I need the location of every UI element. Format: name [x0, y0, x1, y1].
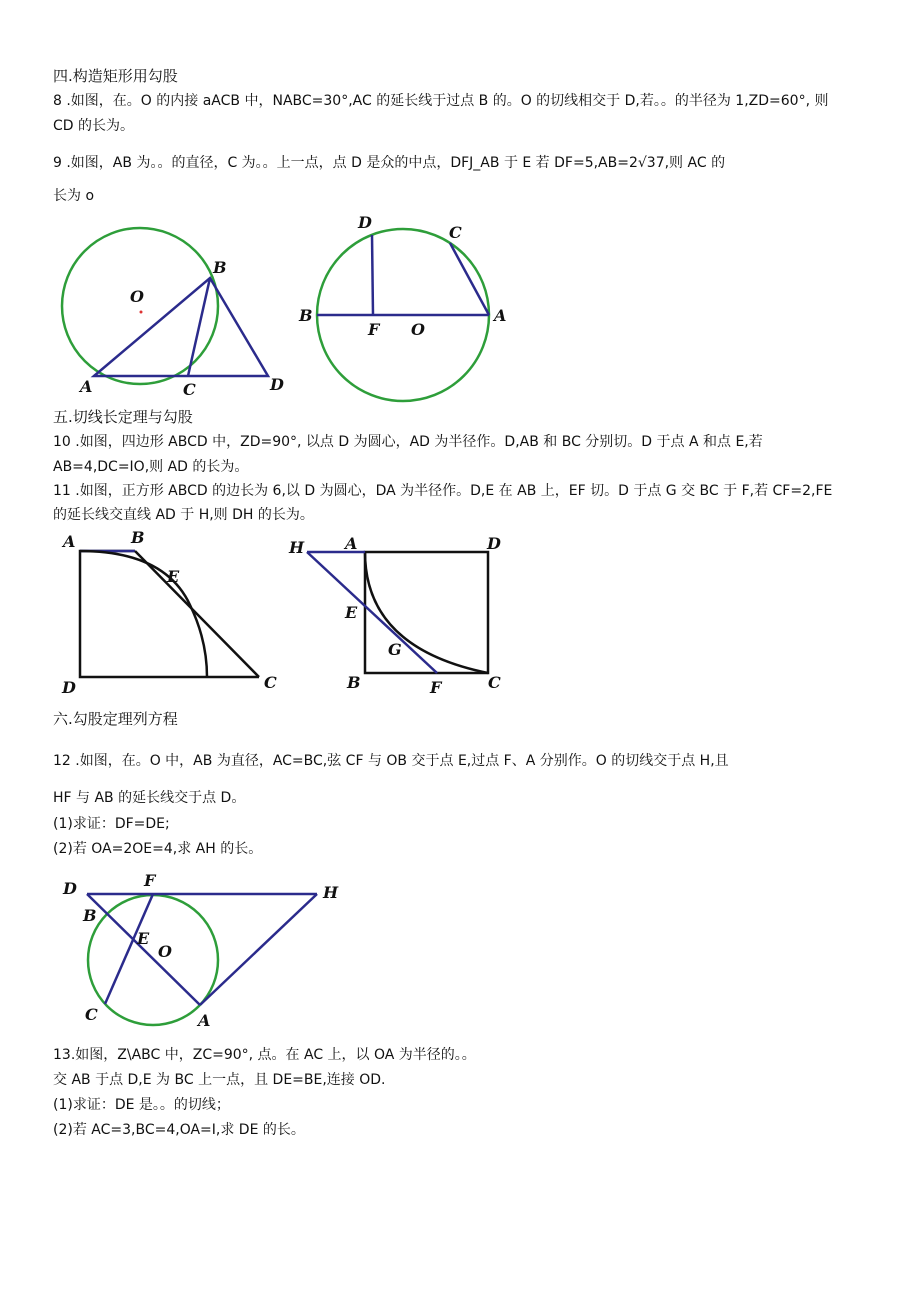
- problem-12-line-1: 12 .如图，在。O 中，AB 为直径，AC=BC,弦 CF 与 OB 交于点 E,过点 F、A 分别作。O 的切线交于点 H,且: [53, 753, 729, 769]
- figure-11: [285, 528, 515, 698]
- fig12-label-A: A: [198, 1011, 211, 1030]
- problem-11-line-2: 的延长线交直线 AD 于 H,则 DH 的长为。: [53, 507, 314, 523]
- fig11-label-G: G: [388, 640, 402, 659]
- fig11-label-A: A: [345, 534, 358, 553]
- figure-10: [55, 525, 285, 700]
- fig12-line-DA: [87, 894, 200, 1005]
- fig8-circle: [62, 228, 218, 384]
- fig8-label-O: O: [130, 287, 144, 306]
- fig11-square: [365, 552, 488, 673]
- fig9-label-A: A: [494, 306, 507, 325]
- fig8-triangle-ABD: [94, 278, 268, 376]
- fig9-label-C: C: [449, 223, 462, 242]
- problem-9-line-1: 9 .如图，AB 为。。的直径，C 为。。上一点，点 D 是众的中点，DFJ_AB 于 E 若 DF=5,AB=2√37,则 AC 的: [53, 155, 726, 171]
- fig8-label-C: C: [183, 380, 196, 399]
- fig9-segment-AC: [450, 243, 489, 315]
- problem-8-line-2: CD 的长为。: [53, 118, 135, 134]
- fig11-label-H: H: [289, 538, 305, 557]
- fig12-label-B: B: [83, 906, 97, 925]
- fig12-label-C: C: [85, 1005, 98, 1024]
- fig10-arc: [80, 551, 207, 677]
- fig9-label-F: F: [368, 320, 380, 339]
- problem-12-line-2: HF 与 AB 的延长线交于点 D。: [53, 790, 246, 806]
- figure-12: [55, 868, 355, 1033]
- fig11-arc: [365, 552, 488, 673]
- fig10-label-C: C: [264, 673, 277, 692]
- section-heading-6: 六.勾股定理列方程: [53, 710, 178, 728]
- problem-13-line-2: 交 AB 于点 D,E 为 BC 上一点，且 DE=BE,连接 OD.: [53, 1072, 386, 1088]
- problem-8-line-1: 8 .如图，在。O 的内接 aACB 中，NABC=30°,AC 的延长线于过点 B 的。O 的切线相交于 D,若。。的半径为 1,ZD=60°, 则: [53, 93, 829, 109]
- fig8-label-D: D: [270, 375, 284, 394]
- fig10-label-A: A: [63, 532, 76, 551]
- fig9-label-D: D: [358, 213, 372, 232]
- fig11-label-E: E: [345, 603, 358, 622]
- fig12-label-D: D: [63, 879, 77, 898]
- problem-10-line-1: 10 .如图，四边形 ABCD 中，ZD=90°, 以点 D 为圆心，AD 为半径作。D,AB 和 BC 分别切。D 于点 A 和点 E,若: [53, 434, 763, 450]
- fig12-label-E: E: [137, 929, 150, 948]
- problem-13-line-4: (2)若 AC=3,BC=4,OA=I,求 DE 的长。: [53, 1122, 305, 1138]
- fig12-label-F: F: [144, 871, 156, 890]
- problem-12-line-4: (2)若 OA=2OE=4,求 AH 的长。: [53, 841, 263, 857]
- fig10-label-D: D: [62, 678, 76, 697]
- fig10-tangent-BEC: [135, 551, 259, 677]
- problem-13-line-1: 13.如图，Z\ABC 中，ZC=90°, 点。在 AC 上，以 OA 为半径的。。: [53, 1047, 476, 1063]
- problem-9-line-2: 长为 o: [53, 188, 95, 204]
- problem-12-line-3: (1)求证：DF=DE;: [53, 816, 170, 832]
- fig12-label-H: H: [323, 883, 339, 902]
- figure-8: [50, 220, 300, 400]
- problem-11-line-1: 11 .如图，正方形 ABCD 的边长为 6,以 D 为圆心，DA 为半径作。D,E 在 AB 上，EF 切。D 于点 G 交 BC 于 F,若 CF=2,FE: [53, 483, 833, 499]
- fig9-label-O: O: [411, 320, 425, 339]
- fig11-line-HF: [307, 552, 437, 673]
- problem-10-line-2: AB=4,DC=IO,则 AD 的长为。: [53, 459, 249, 475]
- section-heading-4: 四.构造矩形用勾股: [53, 67, 178, 85]
- fig11-label-D: D: [487, 534, 501, 553]
- fig8-label-B: B: [213, 258, 227, 277]
- fig11-label-F: F: [430, 678, 442, 697]
- fig11-label-B: B: [347, 673, 361, 692]
- fig10-label-E: E: [167, 567, 180, 586]
- fig8-center-dot: [140, 311, 143, 314]
- figure-9: [290, 210, 520, 405]
- problem-13-line-3: (1)求证：DE 是。。的切线；: [53, 1097, 230, 1113]
- fig11-label-C: C: [488, 673, 501, 692]
- fig12-label-O: O: [158, 942, 172, 961]
- fig9-segment-DF: [372, 235, 373, 315]
- section-heading-5: 五.切线长定理与勾股: [53, 408, 193, 426]
- fig10-label-B: B: [131, 528, 145, 547]
- fig9-label-B: B: [299, 306, 313, 325]
- fig8-label-A: A: [80, 377, 93, 396]
